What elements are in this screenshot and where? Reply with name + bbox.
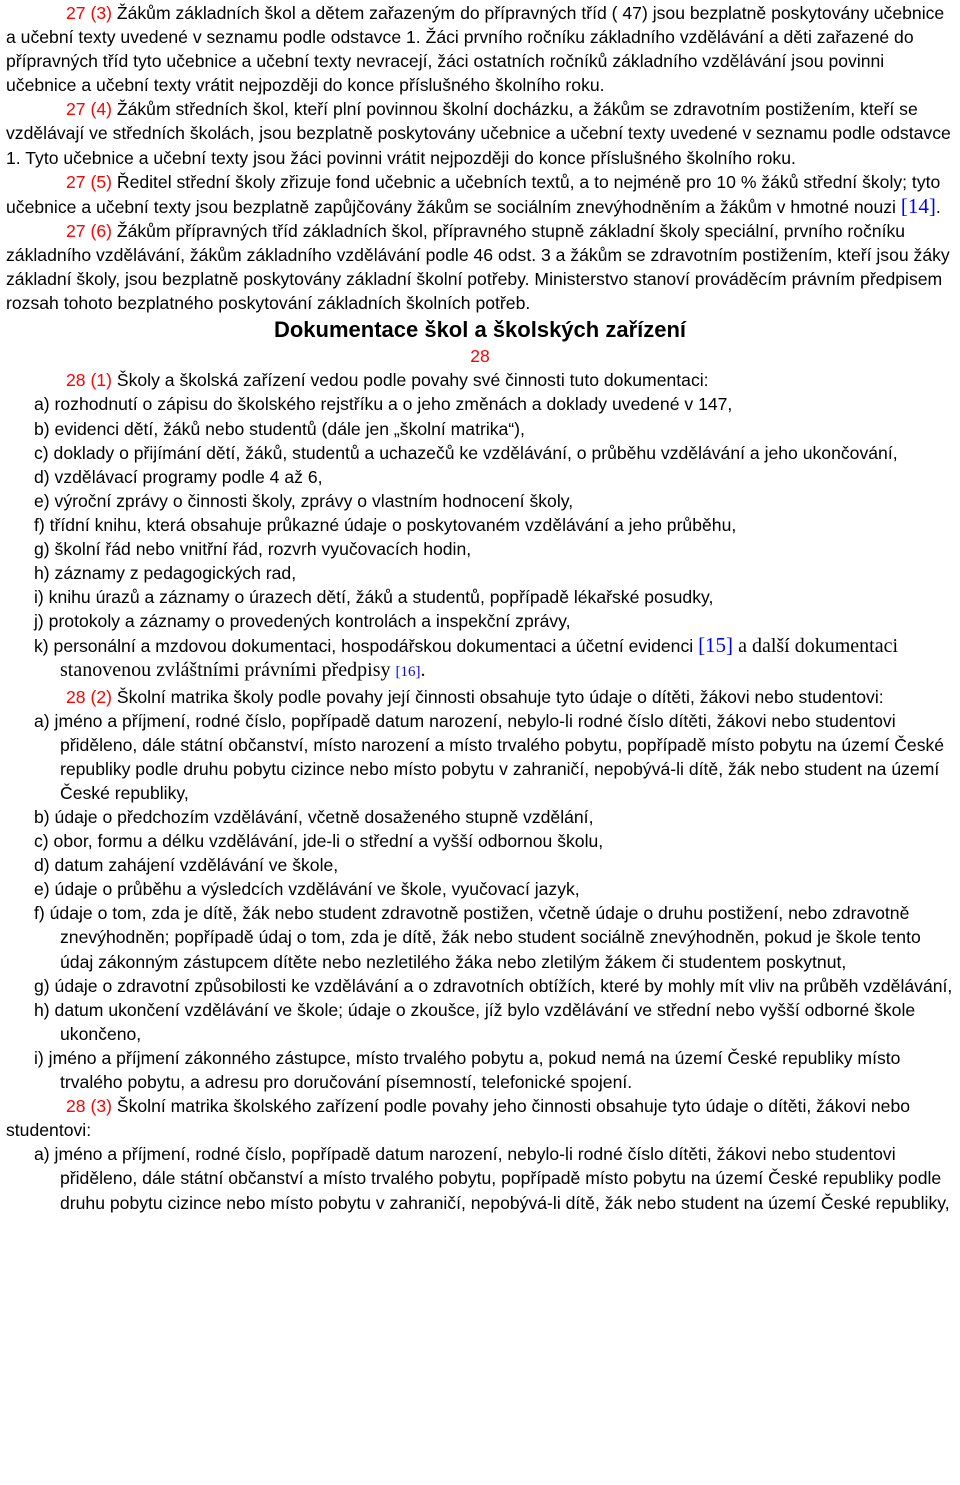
list-28-2 xyxy=(6,709,954,1095)
paragraph-28-3 xyxy=(6,1094,954,1142)
section-ref-27-4[interactable]: 27 (4) xyxy=(66,99,112,120)
section-number-28[interactable]: 28 xyxy=(470,346,490,367)
footnote-link-14[interactable]: [14] xyxy=(900,193,936,218)
list-item: d) datum zahájení vzdělávání ve škole, xyxy=(34,855,339,876)
list-item: f) třídní knihu, která obsahuje průkazné údaje o poskytovaném vzdělávání a jeho průběhu, xyxy=(34,514,737,535)
footnote-link-15[interactable]: [15] xyxy=(698,633,734,658)
section-ref-27-6[interactable]: 27 (6) xyxy=(66,220,112,241)
section-ref-28-2[interactable]: 28 (2) xyxy=(66,686,112,707)
list-item: a) jméno a příjmení, rodné číslo, popřípadě datum narození, nebylo-li rodné číslo dítěti, žákovi nebo studentovi přiděleno, dále státní občanství a místo trvalého pobytu, popřípadě místo pobytu na území České republiky podle druhu pobytu cizince nebo místo pobytu v zahraničí, nepobývá-li dítě, žák nebo student na území České republiky, xyxy=(34,1144,950,1213)
footnote-link-16[interactable]: [16] xyxy=(395,664,421,681)
list-item: g) školní řád nebo vnitřní řád, rozvrh vyučovacích hodin, xyxy=(34,538,472,559)
list-item-tail: a další dokumentaci stanovenou zvláštními právními předpisy xyxy=(60,635,899,682)
paragraph-end: . xyxy=(935,196,941,217)
paragraph-27-6 xyxy=(6,219,954,315)
list-item: g) údaje o zdravotní způsobilosti ke vzdělávání a o zdravotních obtížích, které by mohly mít vliv na průběh vzdělávání, xyxy=(34,975,953,996)
paragraph-28-2 xyxy=(6,685,954,709)
paragraph-28-1 xyxy=(6,368,954,392)
list-item: e) výroční zprávy o činnosti školy, zprávy o vlastním hodnocení školy, xyxy=(34,490,574,511)
list-item: d) vzdělávací programy podle 4 až 6, xyxy=(34,466,323,487)
list-item: a) jméno a příjmení, rodné číslo, popřípadě datum narození, nebylo-li rodné číslo dítěti, žákovi nebo studentovi přiděleno, dále státní občanství, místo narození a místo trvalého pobytu, popřípadě místo pobytu na území České republiky podle druhu pobytu cizince nebo místo pobytu v zahraničí, nepobývá-li dítě, žák nebo student na území České republiky, xyxy=(34,710,945,803)
paragraph-text: Školní matrika školského zařízení podle povahy jeho činnosti obsahuje tyto údaje o dítěti, žákovi nebo studentovi: xyxy=(6,1096,911,1141)
paragraph-text: Žákům základních škol a dětem zařazeným do přípravných tříd ( 47) jsou bezplatně poskytovány učebnice a učební texty uvedené v seznamu podle odstavce 1. Žáci prvního ročníku základního vzdělávání a děti zařazené do přípravných tříd tyto učebnice a učební texty nevracejí, žáci ostatních ročníků základního vzdělávání jsou povinni učebnice a učební texty vrátit nejpozději do konce příslušného školního roku. xyxy=(6,3,945,96)
list-item-text: k) personální a mzdovou dokumentaci, hospodářskou dokumentaci a účetní evidenci xyxy=(34,636,699,657)
list-item: h) záznamy z pedagogických rad, xyxy=(34,563,297,584)
list-item: b) evidenci dětí, žáků nebo studentů (dále jen „školní matrika“), xyxy=(34,418,525,439)
list-item: e) údaje o průběhu a výsledcích vzdělávání ve škole, vyučovací jazyk, xyxy=(34,879,580,900)
paragraph-text: Ředitel střední školy zřizuje fond učebnic a učebních textů, a to nejméně pro 10 % žáků střední školy; tyto učebnice a učební texty jsou bezplatně zapůjčovány žákům se sociálním znevýhodněním a žákům v hmotné nouzi xyxy=(6,171,941,217)
list-item: c) obor, formu a délku vzdělávání, jde-li o střední a vyšší odbornou školu, xyxy=(34,831,604,852)
list-item: c) doklady o přijímání dětí, žáků, studentů a uchazečů ke vzdělávání, o průběhu vzdělávání a jeho ukončování, xyxy=(34,442,898,463)
section-ref-28-1[interactable]: 28 (1) xyxy=(66,370,112,391)
list-28-3 xyxy=(6,1142,954,1214)
list-item-k xyxy=(6,633,954,684)
list-item: f) údaje o tom, zda je dítě, žák nebo student zdravotně postižen, včetně údaje o druhu postižení, nebo zdravotně znevýhodněn; popřípadě údaj o tom, zda je dítě, žák nebo student sociálně znevýhodněn, pokud je škole tento údaj zákonným zástupcem dítěte nebo nezletilého žáka nebo zletilým žákem či studentem poskytnut, xyxy=(34,903,921,972)
paragraph-text: Školy a školská zařízení vedou podle povahy své činnosti tuto dokumentaci: xyxy=(111,370,709,391)
paragraph-27-5 xyxy=(6,170,954,219)
section-ref-27-3[interactable]: 27 (3) xyxy=(66,3,112,23)
list-item: h) datum ukončení vzdělávání ve škole; údaje o zkoušce, jíž bylo vzdělávání ve střední nebo vyšší odborné škole ukončeno, xyxy=(34,999,916,1044)
list-item: b) údaje o předchozím vzdělávání, včetně dosaženého stupně vzdělání, xyxy=(34,807,594,827)
list-item: i) jméno a příjmení zákonného zástupce, místo trvalého pobytu a, pokud nemá na území České republiky místo trvalého pobytu, a adresu pro doručování písemností, telefonické spojení. xyxy=(34,1047,901,1093)
list-item: j) protokoly a záznamy o provedených kontrolách a inspekční zprávy, xyxy=(34,611,571,632)
paragraph-text: Školní matrika školy podle povahy její činnosti obsahuje tyto údaje o dítěti, žákovi nebo studentovi: xyxy=(111,686,884,707)
section-heading: Dokumentace škol a školských zařízení xyxy=(273,317,687,343)
paragraph-text: Žákům přípravných tříd základních škol, přípravného stupně základní školy speciální, prvního ročníku základního vzdělávání, žákům základního vzdělávání podle 46 odst. 3 a žákům se zdravotním postižením, kteří jsou žáky základní školy, jsou bezplatně poskytovány základní školní potřeby. Ministerstvo stanoví prováděcím právním předpisem rozsah tohoto bezplatného poskytování základních školních potřeb. xyxy=(6,220,950,314)
section-ref-27-5[interactable]: 27 (5) xyxy=(66,171,112,192)
paragraph-27-4 xyxy=(6,97,954,169)
list-item: i) knihu úrazů a záznamy o úrazech dětí, žáků a studentů, popřípadě lékařské posudky, xyxy=(34,587,714,608)
paragraph-27-3 xyxy=(6,1,954,97)
section-ref-28-3[interactable]: 28 (3) xyxy=(66,1096,112,1117)
paragraph-text: Žákům středních škol, kteří plní povinnou školní docházku, a žákům se zdravotním postižením, kteří se vzdělávají ve středních školách, jsou bezplatně poskytovány učebnice a učební texty uvedené v seznamu podle odstavce 1. Tyto učebnice a učební texty jsou žáci povinni vrátit nejpozději do konce příslušného školního roku. xyxy=(6,99,951,168)
list-item-end: . xyxy=(420,659,426,682)
list-item: a) rozhodnutí o zápisu do školského rejstříku a o jeho změnách a doklady uvedené v 147, xyxy=(34,394,733,415)
list-28-1 xyxy=(6,392,954,684)
